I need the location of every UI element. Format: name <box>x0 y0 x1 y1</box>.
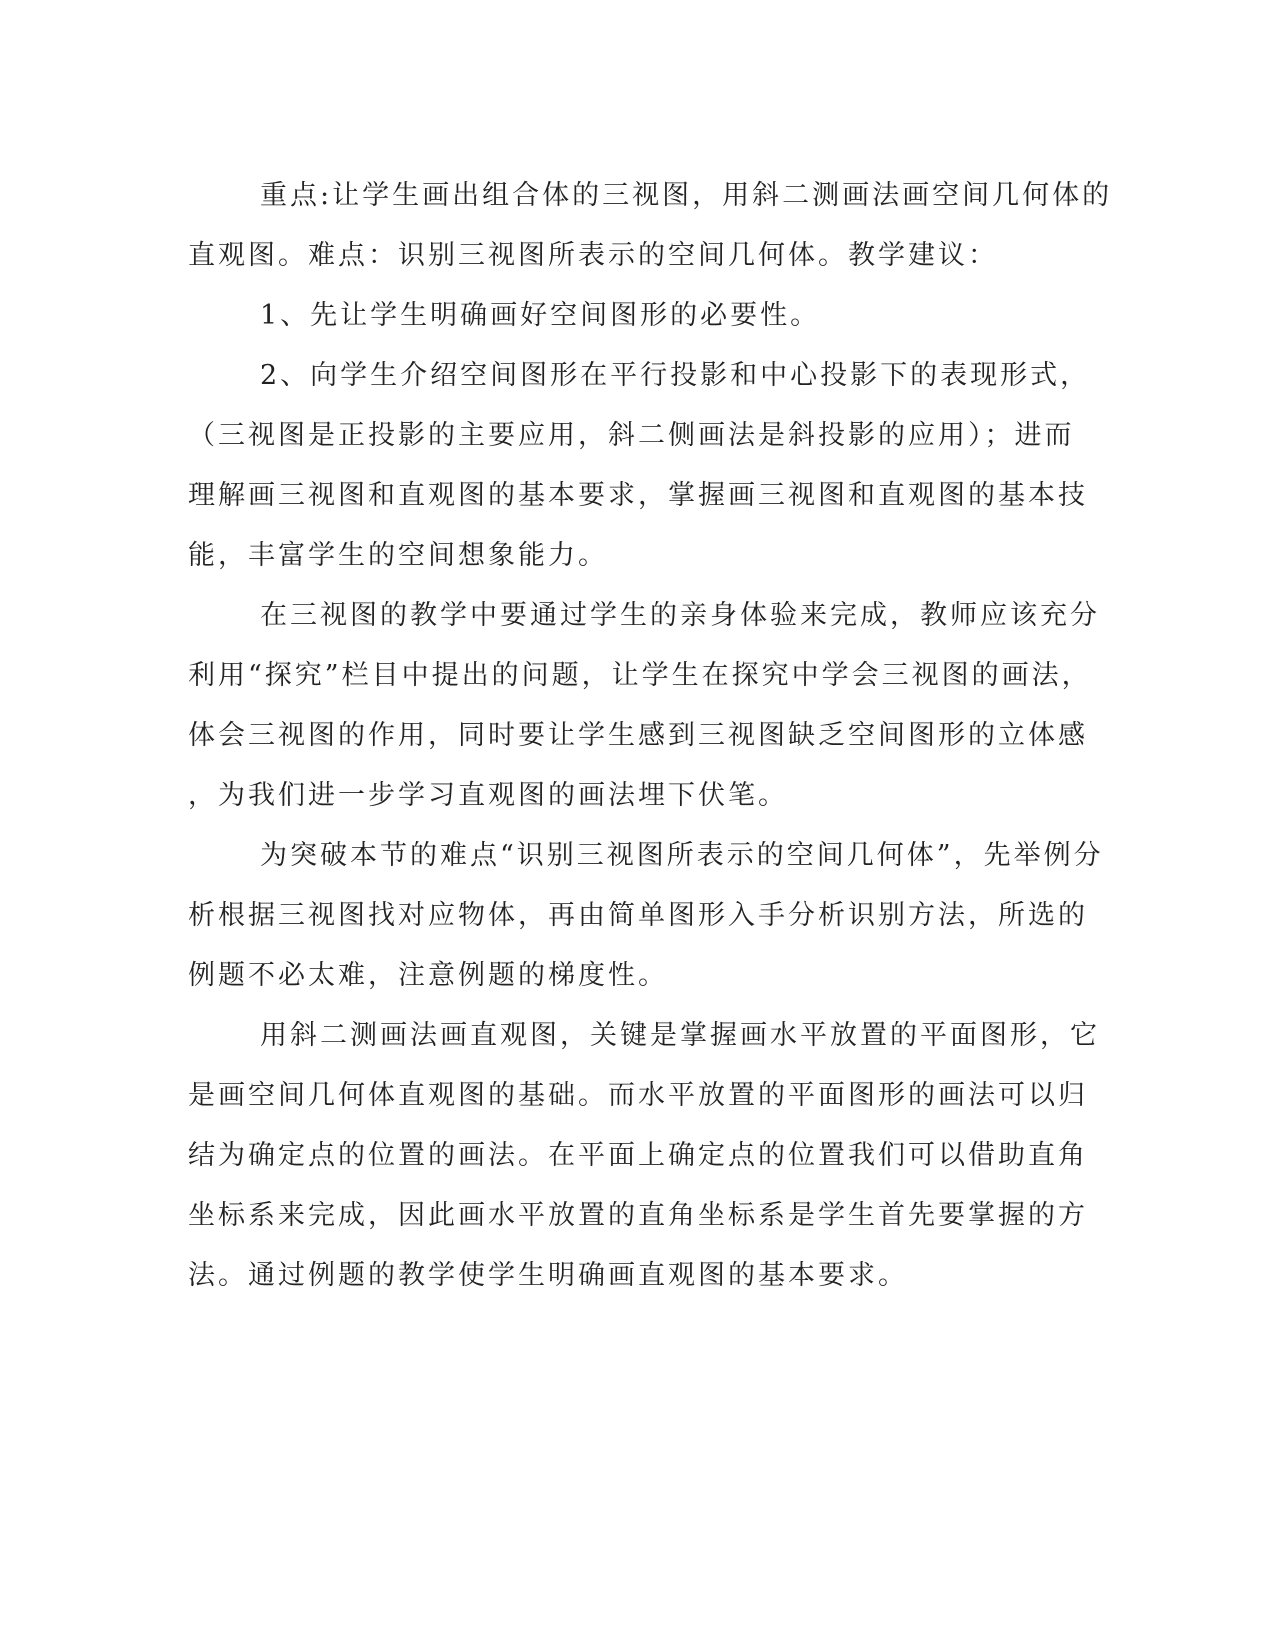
paragraph-key-points <box>188 166 1113 286</box>
text-line: 坐标系来完成，因此画水平放置的直角坐标系是学生首先要掌握的方 <box>188 1200 1088 1231</box>
document-body <box>188 166 1113 1306</box>
paragraph-difficulty <box>188 826 1104 1006</box>
paragraph-oblique-drawing <box>188 1006 1100 1306</box>
text-line: 用斜二测画法画直观图，关键是掌握画水平放置的平面图形，它 <box>260 1020 1100 1051</box>
text-line: 例题不必太难，注意例题的梯度性。 <box>188 960 668 991</box>
text-line: 理解画三视图和直观图的基本要求，掌握画三视图和直观图的基本技 <box>188 480 1088 511</box>
text-line: 体会三视图的作用，同时要让学生感到三视图缺乏空间图形的立体感 <box>188 720 1088 751</box>
text-line: 是画空间几何体直观图的基础。而水平放置的平面图形的画法可以归 <box>188 1080 1088 1111</box>
text-line: 2、向学生介绍空间图形在平行投影和中心投影下的表现形式， <box>260 360 1091 391</box>
paragraph-three-views <box>188 586 1100 826</box>
text-line: 结为确定点的位置的画法。在平面上确定点的位置我们可以借助直角 <box>188 1140 1088 1171</box>
text-line: 能，丰富学生的空间想象能力。 <box>188 540 608 571</box>
text-line: ，为我们进一步学习直观图的画法埋下伏笔。 <box>188 780 788 811</box>
text-line: （三视图是正投影的主要应用，斜二侧画法是斜投影的应用）；进而 <box>188 420 1075 451</box>
text-line: 直观图。难点：识别三视图所表示的空间几何体。教学建议： <box>188 240 998 271</box>
text-line: 重点:让学生画出组合体的三视图，用斜二测画法画空间几何体的 <box>260 180 1113 211</box>
paragraph-suggestion-2 <box>188 346 1091 586</box>
text-line: 为突破本节的难点“识别三视图所表示的空间几何体”，先举例分 <box>260 840 1104 871</box>
text-line: 1、先让学生明确画好空间图形的必要性。 <box>260 300 821 331</box>
text-line: 利用“探究”栏目中提出的问题，让学生在探究中学会三视图的画法， <box>188 660 1092 691</box>
paragraph-suggestion-1 <box>188 286 1088 346</box>
text-line: 析根据三视图找对应物体，再由简单图形入手分析识别方法，所选的 <box>188 900 1088 931</box>
text-line: 法。通过例题的教学使学生明确画直观图的基本要求。 <box>188 1260 908 1291</box>
text-line: 在三视图的教学中要通过学生的亲身体验来完成，教师应该充分 <box>260 600 1100 631</box>
